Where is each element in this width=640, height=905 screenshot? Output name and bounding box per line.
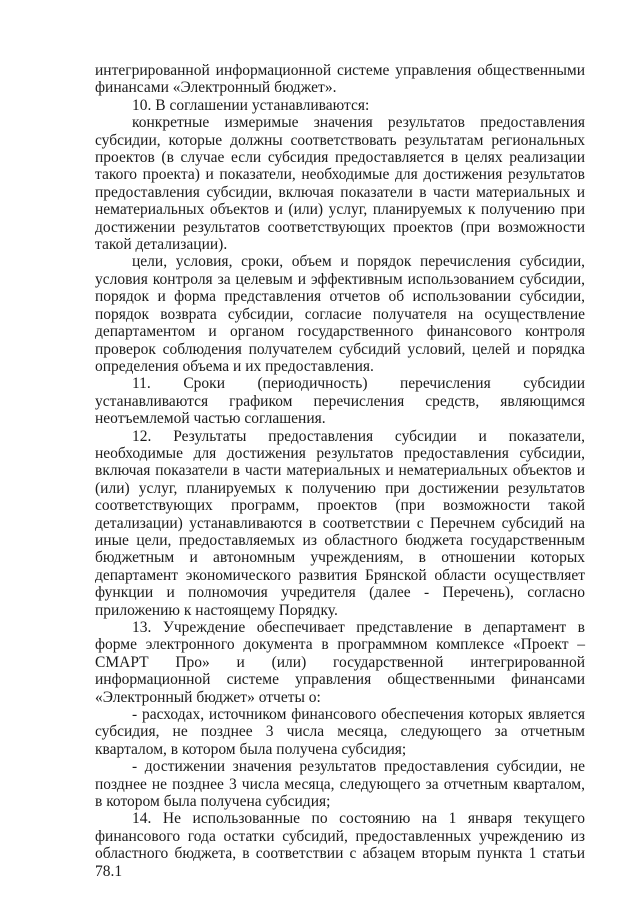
paragraph-item-11: 11. Сроки (периодичность) перечисления субсидии устанавливаются графиком перечисления средств, являющимся неотъемлемой частью соглашения. (95, 375, 585, 428)
list-item-expenses-report: - расходах, источником финансового обеспечения которых является субсидия, не позднее 3 числа месяца, следующего за отчетным кварталом, в котором была получена субсидия; (95, 706, 585, 758)
paragraph-item-10: 10. В соглашении устанавливаются: (132, 96, 370, 114)
list-item-results-report: - достижении значения результатов предоставления субсидии, не позднее не позднее 3 числа месяца, следующего за отчетным кварталом, в котором была получена субсидия; (95, 758, 585, 811)
paragraph-item-14: 14. Не использованные по состоянию на 1 января текущего финансового года остатки субсидий, предоставленных учреждению из областного бюджета, в соответствии с абзацем вторым пункта 1 статьи 78.1 (95, 810, 585, 880)
paragraph-continuation: интегрированной информационной системе управления общественными финансами «Электронный бюджет». (95, 62, 585, 97)
paragraph-goals-conditions: цели, условия, сроки, объем и порядок перечисления субсидии, условия контроля за целевым и эффективным использованием субсидии, порядок и форма представления отчетов об использовании субсидии, порядок возврата субсидии, согласие получателя на осуществление департаментом и органом государственного финансового контроля проверок соблюдения получателем субсидий условий, целей и порядка определения объема и их предоставления. (95, 253, 585, 375)
paragraph-item-12: 12. Результаты предоставления субсидии и показатели, необходимые для достижения результатов предоставления субсидии, включая показатели в части материальных и нематериальных объектов и (или) услуг, планируемых к получению при достижении результатов соответствующих программ, проектов (при возможности такой детализации) устанавливаются в соответствии с Перечнем субсидий на иные цели, предоставляемых из областного бюджета государственным бюджетным и автономным учреждениям, в отношении которых департамент экономического развития Брянской области осуществляет функции и полномочия учредителя (далее - Перечень), согласно приложению к настоящему Порядку. (95, 427, 585, 619)
paragraph-results-values: конкретные измеримые значения результатов предоставления субсидии, которые должны соответствовать результатам региональных проектов (в случае если субсидия предоставляется в целях реализации такого проекта) и показатели, необходимые для достижения результатов предоставления субсидии, включая показатели в части материальных и нематериальных объектов и (или) услуг, планируемых к получению при достижении результатов соответствующих проектов (при возможности такой детализации). (95, 114, 585, 254)
document-page (95, 62, 585, 880)
paragraph-item-13: 13. Учреждение обеспечивает представление в департамент в форме электронного документа в программном комплексе «Проект – СМАРТ Про» и (или) государственной интегрированной информационной системе управления общественными финансами «Электронный бюджет» отчеты о: (95, 619, 585, 706)
